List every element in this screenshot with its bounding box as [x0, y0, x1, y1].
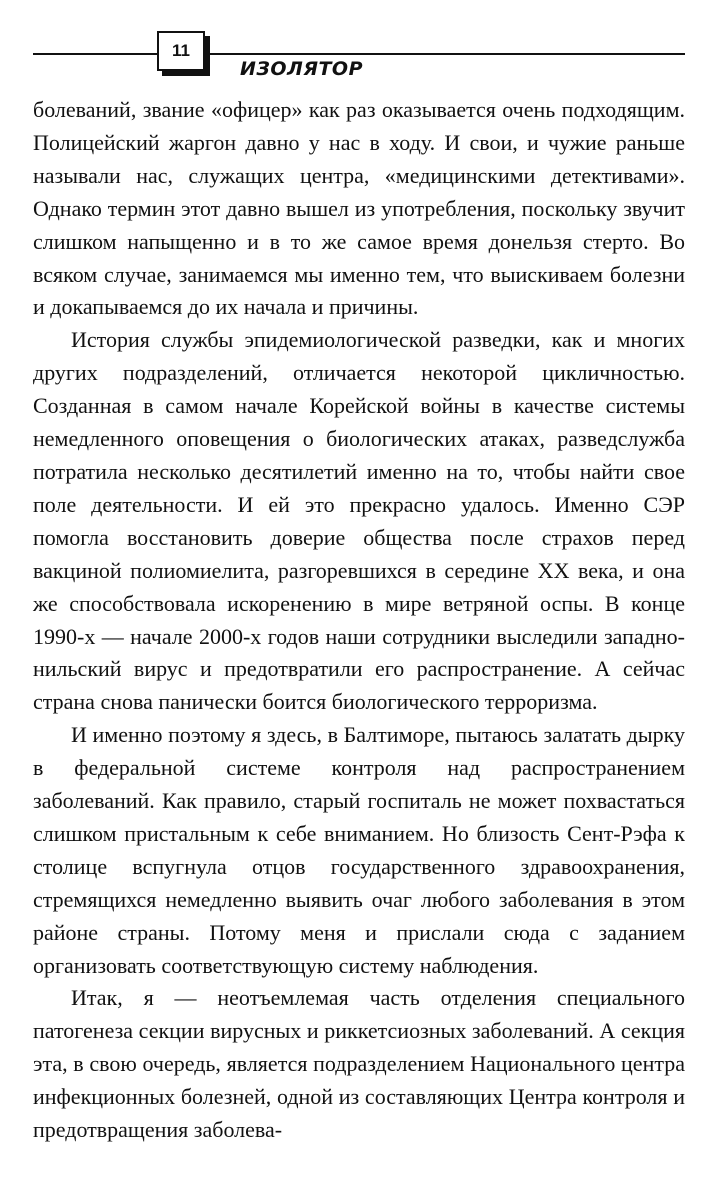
paragraph-2: История службы эпидемиологической разведки, как и многих других подразделений, отличается некоторой цикличностью. Созданная в самом начале Корейской войны в качестве системы немедленного оповещения о биологических атаках, разведслужба потратила несколько десятилетий именно на то, чтобы найти свое поле деятельности. И ей это прекрасно удалось. Именно СЭР помогла восстановить доверие общества после страхов перед вакциной полиомиелита, разгоревшихся в середине XX века, и она же способствовала искоренению в мире ветряной оспы. В конце 1990-х — начале 2000-х годов наши сотрудники выследили западно-нильский вирус и предотвратили его распространение. А сейчас страна снова панически боится биологического терроризма.	[33, 327, 685, 715]
body-text	[33, 94, 685, 1147]
paragraph-3: И именно поэтому я здесь, в Балтиморе, пытаюсь залатать дырку в федеральной системе контроля над распространением заболеваний. Как правило, старый госпиталь не может похвастаться слишком пристальным к себе вниманием. Но близость Сент-Рэфа к столице вспугнула отцов государственного здравоохранения, стремящихся немедленно выявить очаг любого заболевания в этом районе страны. Потому меня и прислали сюда с заданием организовать соответствующую систему наблюдения.	[33, 722, 685, 978]
header-rule-left	[33, 53, 157, 55]
page-number: 11	[157, 31, 205, 71]
running-head-title: ИЗОЛЯТОР	[240, 58, 364, 80]
paragraph-4: Итак, я — неотъемлемая часть отделения специального патогенеза секции вирусных и риккетсиозных заболеваний. А секция эта, в свою очередь, является подразделением Национального центра инфекционных болезней, одной из составляющих Центра контроля и предотвращения заболева-	[33, 985, 685, 1143]
header-rule-right	[207, 53, 685, 55]
paragraph-1: болеваний, звание «офицер» как раз оказывается очень подходящим. Полицейский жаргон давно у нас в ходу. И свои, и чужие раньше называли нас, служащих центра, «медицинскими детективами». Однако термин этот давно вышел из употребления, поскольку звучит слишком напыщенно и в то же самое время донельзя стерто. Во всяком случае, занимаемся мы именно тем, что выискиваем болезни и докапываемся до их начала и причины.	[33, 97, 685, 320]
